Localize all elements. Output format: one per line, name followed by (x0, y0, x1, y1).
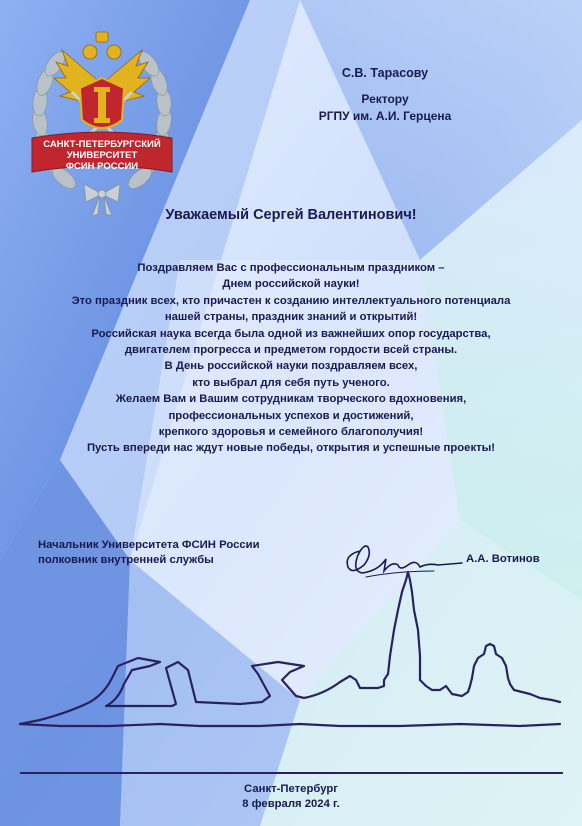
signatory-name: А.А. Вотинов (466, 553, 540, 565)
footer-divider (20, 772, 563, 774)
greeting-heading: Уважаемый Сергей Валентинович! (165, 207, 417, 223)
footer-city: Санкт-Петербург (244, 783, 338, 795)
addressee-name: С.В. Тарасову (341, 66, 429, 80)
body-line: кто выбрал для себя путь ученого. (192, 376, 390, 389)
ribbon-line-1: САНКТ-ПЕТЕРБУРГСКИЙ (43, 139, 161, 150)
body-line: Днем российской науки! (222, 278, 360, 291)
column-base (94, 118, 110, 123)
signatory-title-line-2: полковник внутренней службы (38, 554, 214, 566)
body-line: Российская наука всегда была одной из важнейших опор государства, (91, 327, 491, 340)
signatory-title (38, 538, 260, 568)
body-line: Желаем Вам и Вашим сотрудникам творческого вдохновения, (115, 393, 467, 406)
body-line: В День российской науки поздравляем всех, (164, 360, 418, 373)
drawbridge-right (196, 656, 390, 704)
body-line: нашей страны, праздник знаний и открытий! (164, 311, 418, 324)
body-line: Это праздник всех, кто причастен к созданию интеллектуального потенциала (71, 294, 511, 307)
skyline-baseline (20, 724, 560, 726)
shield-column (98, 90, 106, 120)
letter-footer (0, 782, 582, 812)
university-emblem (22, 22, 182, 222)
cathedral-spire (390, 572, 420, 680)
ribbon-line-3: ФСИН РОССИИ (65, 161, 139, 172)
drawbridge-left (20, 658, 196, 724)
footer-date: 8 февраля 2024 г. (242, 798, 340, 810)
dome-building (472, 644, 560, 702)
body-line: Пусть впереди нас ждут новые победы, открытия и успешные проекты! (86, 442, 496, 455)
city-skyline (0, 570, 582, 770)
body-line: Поздравляем Вас с профессиональным праздником – (137, 262, 445, 274)
eagle-heads (83, 32, 121, 59)
ribbon-line-2: УНИВЕРСИТЕТ (66, 150, 138, 161)
letter-body (20, 260, 562, 457)
column-capital (94, 87, 110, 92)
addressee-role: Ректору (361, 92, 409, 106)
emblem-ribbon (32, 132, 172, 172)
body-line: профессиональных успехов и достижений, (168, 409, 414, 422)
body-line: двигателем прогресса и предметом гордости всей страны. (124, 344, 458, 357)
addressee-organization: РГПУ им. А.И. Герцена (318, 109, 452, 123)
body-line: крепкого здоровья и семейного благополучия! (158, 426, 424, 439)
cathedral-base (420, 678, 472, 696)
signatory-title-line-1: Начальник Университета ФСИН России (38, 539, 260, 551)
